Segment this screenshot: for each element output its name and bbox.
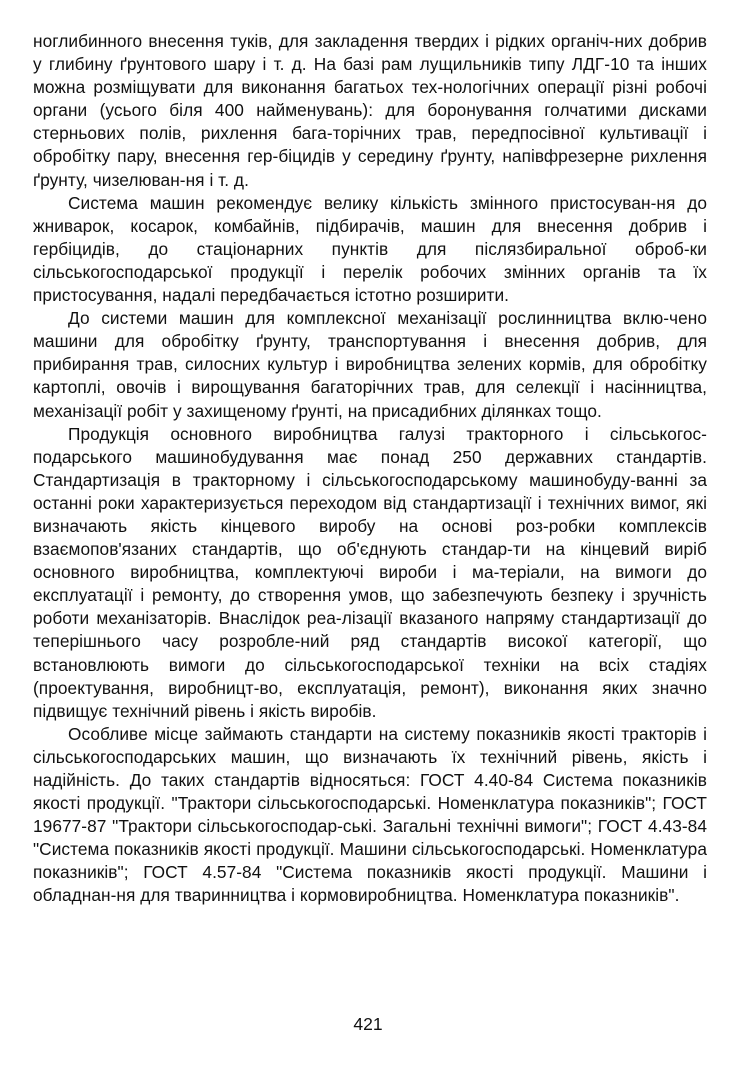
paragraph-2: Система машин рекомендує велику кількість змінного пристосуван-ня до жниварок, косарок, комбайнів, підбирачів, машин для внесення добрив і гербіцидів, до стаціонарних пунктів для післязбиральної оброб-ки сільськогосподарської продукції і перелік робочих змінних органів та їх пристосування, надалі передбачається істотно розширити. — [33, 192, 707, 306]
page-body — [33, 30, 707, 908]
page-number: 421 — [353, 1014, 383, 1034]
paragraph-3: До системи машин для комплексної механізації рослинництва вклю-чено машини для обробітку ґрунту, транспортування і внесення добрив, для прибирання трав, силосних культур і виробництва зелених кормів, для обробітку картоплі, овочів і вирощування багаторічних трав, для селекції і насінництва, механізації робіт у захищеному ґрунті, на присадибних ділянках тощо. — [33, 308, 707, 421]
paragraph-4: Продукція основного виробництва галузі тракторного і сільськогос-подарського машинобудування має понад 250 державних стандартів. Стандартизація в тракторному і сільськогосподарському машинобуду-ванні за останні роки характеризується переходом від стандартизації і технічних вимог, які визначають якість кінцевого виробу на основі роз-робки комплексів взаємопов'язаних стандартів, що об'єднують стандар-ти на кінцевий виріб основного виробництва, комплектуючі вироби і ма-теріали, на вимоги до експлуатації і ремонту, до створення умов, що забезпечують безпеку і зручність роботи механізаторів. Внаслідок реа-лізації вказаного напряму стандартизації до теперішнього часу розробле-ний ряд стандартів високої категорії, що встановлюють вимоги до сільськогосподарської техніки на всіх стадіях (проектування, виробницт-во, експлуатація, ремонт), виконання яких значно підвищує технічний рівень і якість виробів. — [33, 423, 707, 721]
paragraph-1: ноглибинного внесення туків, для закладення твердих і рідких органіч-них добрив у глибину ґрунтового шару і т. д. На базі рам лущильників типу ЛДГ-10 та інших можна розміщувати для виконання багатьох тех-нологічних операції різні робочі органи (усього біля 400 найменувань): для боронування голчатими дисками стерньових полів, рихлення бага-торічних трав, передпосівної культивації і обробітку пару, внесення гер-біцидів у середину ґрунту, напівфрезерне рихлення ґрунту, чизелюван-ня і т. д. — [33, 31, 707, 190]
paragraph-5: Особливе місце займають стандарти на систему показників якості тракторів і сільськогосподарських машин, що визначають їх технічний рівень, якість і надійність. До таких стандартів відносяться: ГОСТ 4.40-84 Система показників якості продукції. "Трактори сільськогосподарські. Номенклатура показників"; ГОСТ 19677-87 "Трактори сільськогосподар-ські. Загальні технічні вимоги"; ГОСТ 4.43-84 "Система показників якості продукції. Машини сільськогосподарські. Номенклатура показників"; ГОСТ 4.57-84 "Система показників якості продукції. Машини і обладнан-ня для тваринництва і кормовиробництва. Номенклатура показників". — [33, 723, 707, 906]
